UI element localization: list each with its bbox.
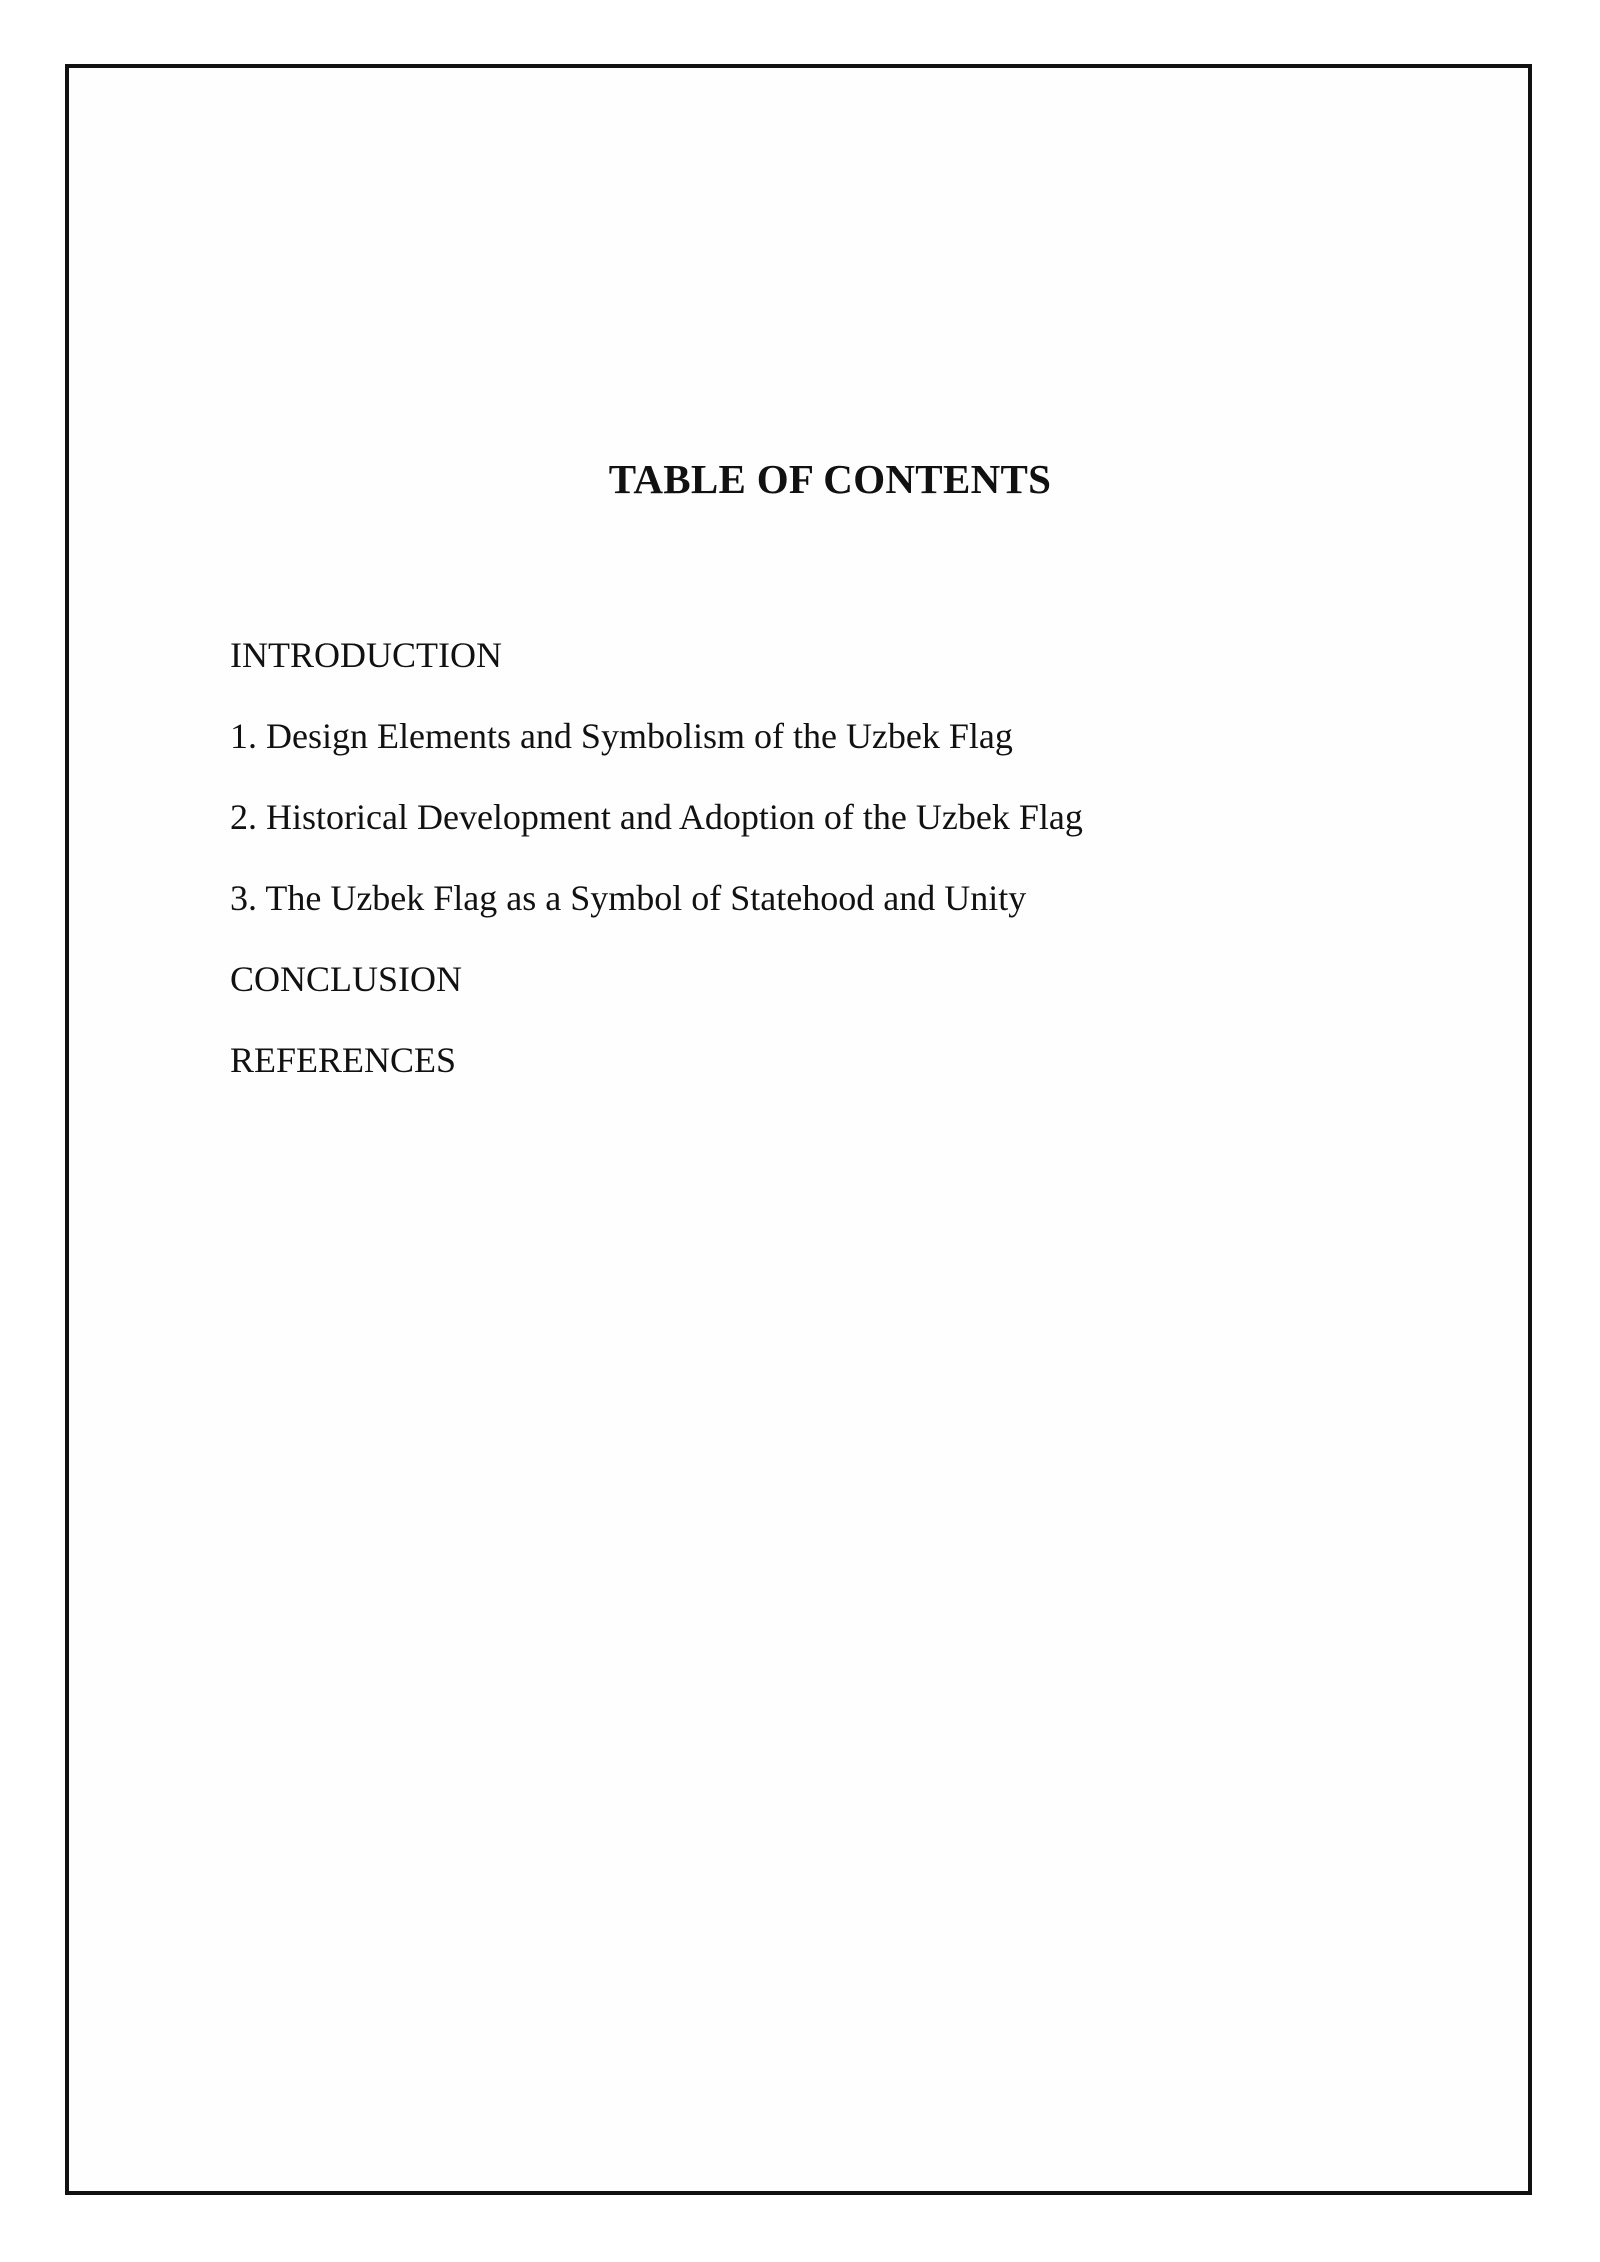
toc-entry-historical-development: 2. Historical Development and Adoption of the Uzbek Flag [230,797,1083,837]
toc-entry-statehood-unity: 3. The Uzbek Flag as a Symbol of Statehood and Unity [230,878,1027,918]
page-border-frame [65,64,1532,2195]
toc-entry-design-elements: 1. Design Elements and Symbolism of the Uzbek Flag [230,716,1013,756]
toc-list [230,637,1083,1123]
toc-entry-conclusion: CONCLUSION [230,959,463,999]
page-title: TABLE OF CONTENTS [608,456,1052,502]
toc-entry-references: REFERENCES [230,1040,457,1080]
toc-entry-introduction: INTRODUCTION [230,635,502,675]
